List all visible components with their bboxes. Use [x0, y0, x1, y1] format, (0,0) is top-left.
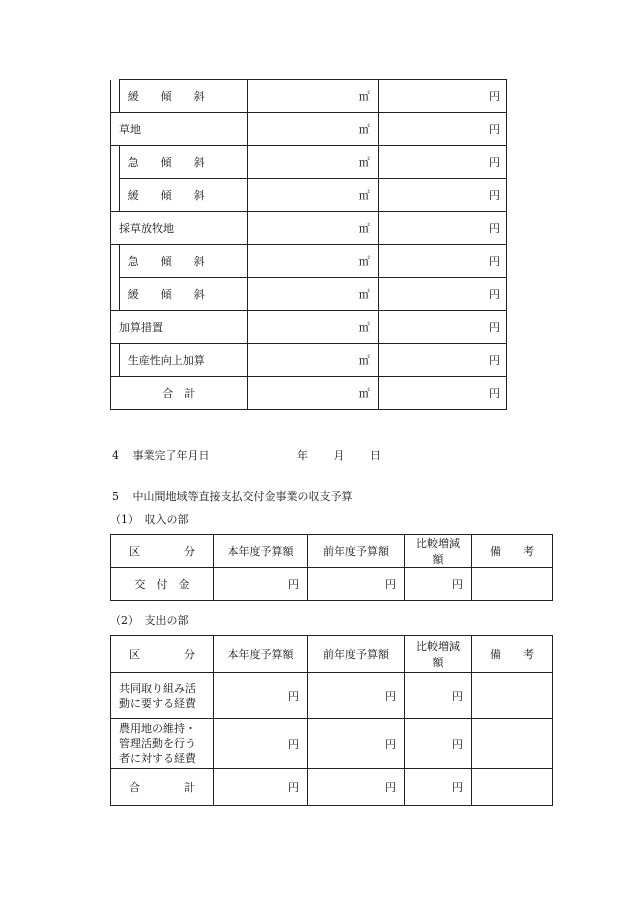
- header-previous: 前年度予算額: [308, 535, 405, 568]
- table-row: [111, 179, 507, 212]
- amount-unit: 円: [378, 377, 506, 410]
- expense-diff: 円: [405, 769, 472, 806]
- header-remarks: 備 考: [472, 535, 553, 568]
- expense-previous: 円: [308, 719, 405, 769]
- header-diff: 比較増減額: [405, 636, 472, 673]
- area-unit: ㎡: [247, 113, 378, 146]
- income-category: 交 付 金: [111, 568, 214, 601]
- expense-diff: 円: [405, 673, 472, 719]
- income-diff: 円: [405, 568, 472, 601]
- header-current: 本年度予算額: [214, 535, 308, 568]
- area-unit: ㎡: [247, 245, 378, 278]
- header-remarks: 備 考: [472, 636, 553, 673]
- income-heading: （1） 収入の部: [110, 513, 189, 526]
- expense-category: 共同取り組み活動に要する経費: [111, 673, 214, 719]
- area-unit: ㎡: [247, 278, 378, 311]
- area-row-label: 生産性向上加算: [119, 344, 247, 377]
- expense-table: [110, 635, 553, 806]
- table-row: [111, 344, 507, 377]
- table-row: [111, 311, 507, 344]
- indent-gap: [111, 245, 120, 278]
- section-4-number: 4: [112, 449, 119, 462]
- section-5-line: [112, 488, 353, 504]
- area-table: [110, 79, 507, 410]
- table-row: [111, 80, 507, 113]
- expense-current: 円: [214, 719, 308, 769]
- header-previous: 前年度予算額: [308, 636, 405, 673]
- table-row: [111, 769, 553, 806]
- area-row-label: 草地: [111, 113, 248, 146]
- amount-unit: 円: [378, 80, 506, 113]
- expense-diff: 円: [405, 719, 472, 769]
- table-row: [111, 212, 507, 245]
- expense-remarks: [472, 719, 553, 769]
- header-category: 区 分: [111, 535, 214, 568]
- area-unit: ㎡: [247, 179, 378, 212]
- amount-unit: 円: [378, 179, 506, 212]
- completion-day-label: 日: [370, 449, 381, 462]
- expense-current: 円: [214, 673, 308, 719]
- table-row: [111, 245, 507, 278]
- area-row-label: 緩 傾 斜: [119, 80, 247, 113]
- area-row-label: 急 傾 斜: [119, 146, 247, 179]
- amount-unit: 円: [378, 278, 506, 311]
- income-header-row: [111, 535, 553, 568]
- amount-unit: 円: [378, 113, 506, 146]
- completion-year-label: 年: [297, 449, 308, 462]
- area-row-label: 採草放牧地: [111, 212, 248, 245]
- header-current: 本年度予算額: [214, 636, 308, 673]
- table-row: [111, 113, 507, 146]
- expense-category: 農用地の維持・管理活動を行う者に対する経費: [111, 719, 214, 769]
- area-row-label: 急 傾 斜: [119, 245, 247, 278]
- expense-previous: 円: [308, 769, 405, 806]
- expense-current: 円: [214, 769, 308, 806]
- indent-gap: [111, 278, 120, 311]
- amount-unit: 円: [378, 311, 506, 344]
- indent-gap: [111, 80, 120, 113]
- table-row: [111, 719, 553, 769]
- table-row: [111, 278, 507, 311]
- area-row-label: 加算措置: [111, 311, 248, 344]
- area-row-label: 緩 傾 斜: [119, 278, 247, 311]
- header-diff: 比較増減額: [405, 535, 472, 568]
- amount-unit: 円: [378, 344, 506, 377]
- table-row: [111, 377, 507, 410]
- expense-heading: （2） 支出の部: [110, 614, 189, 627]
- header-category: 区 分: [111, 636, 214, 673]
- area-unit: ㎡: [247, 344, 378, 377]
- table-row: [111, 146, 507, 179]
- area-unit: ㎡: [247, 311, 378, 344]
- income-remarks: [472, 568, 553, 601]
- section-4-title: 事業完了年月日: [132, 449, 210, 462]
- table-row: [111, 673, 553, 719]
- area-unit: ㎡: [247, 146, 378, 179]
- expense-remarks: [472, 673, 553, 719]
- indent-gap: [111, 146, 120, 179]
- indent-gap: [111, 344, 120, 377]
- area-row-label: 合 計: [111, 377, 248, 410]
- section-4-line: [112, 447, 381, 463]
- completion-month-label: 月: [333, 449, 345, 462]
- area-unit: ㎡: [247, 377, 378, 410]
- area-unit: ㎡: [247, 80, 378, 113]
- income-table: [110, 534, 553, 601]
- area-unit: ㎡: [247, 212, 378, 245]
- amount-unit: 円: [378, 212, 506, 245]
- section-5-number: 5: [112, 490, 119, 503]
- table-row: [111, 568, 553, 601]
- expense-previous: 円: [308, 673, 405, 719]
- income-previous: 円: [308, 568, 405, 601]
- area-row-label: 緩 傾 斜: [119, 179, 247, 212]
- indent-gap: [111, 179, 120, 212]
- section-5-title: 中山間地域等直接支払交付金事業の収支予算: [132, 490, 353, 503]
- expense-remarks: [472, 769, 553, 806]
- amount-unit: 円: [378, 146, 506, 179]
- expense-header-row: [111, 636, 553, 673]
- income-current: 円: [214, 568, 308, 601]
- amount-unit: 円: [378, 245, 506, 278]
- expense-total-label: 合 計: [111, 769, 214, 806]
